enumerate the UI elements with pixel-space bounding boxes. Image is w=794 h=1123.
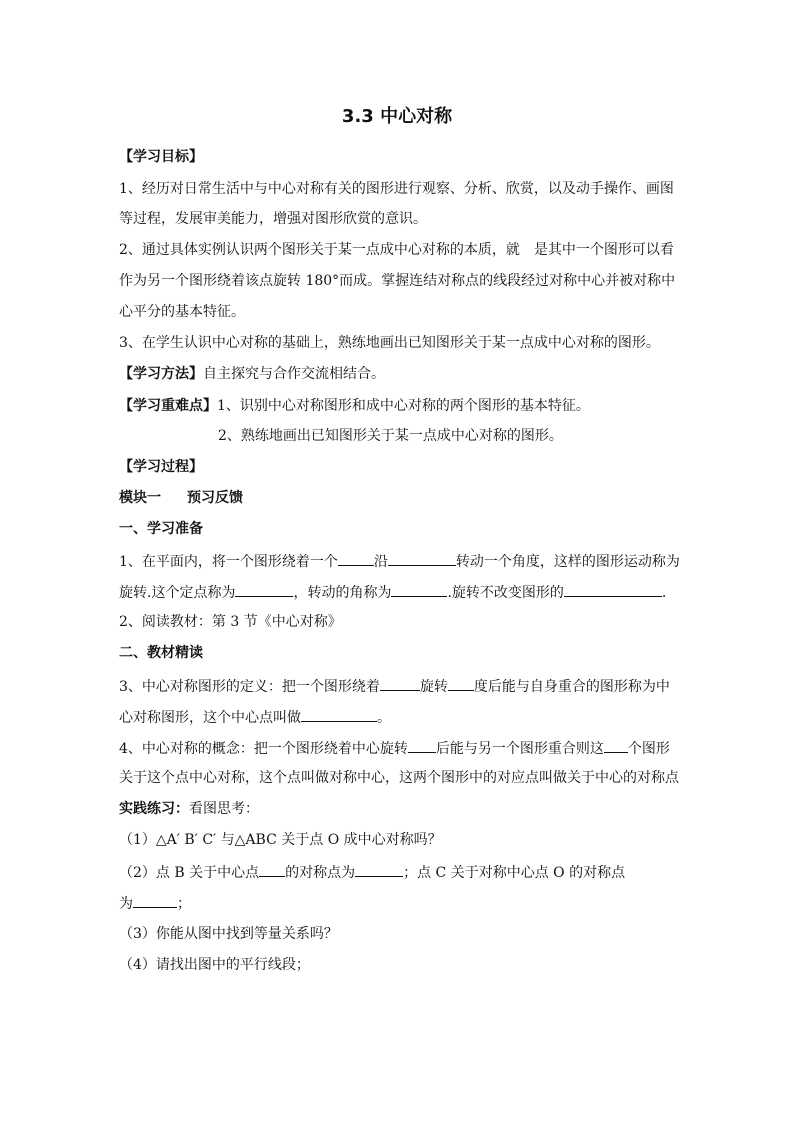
page-title: 3.3 中心对称 [341,106,453,127]
practice-2-line-2 [119,891,689,915]
q3-text-e: 。 [377,710,391,726]
q1-text-b: 沿 [373,554,388,570]
method-text: 自主探究与合作交流相结合。 [203,366,385,382]
q3-text-d: 心对称图形，这个中心点叫做 [119,710,301,726]
p2-blank-1[interactable] [259,860,285,877]
q4-text-b: 后能与另一个图形重合则这 [435,741,604,757]
question-4-line-2: 关于这个点中心对称，这个点叫做对称中心，这两个图形中的对应点叫做关于中心的对称点 [119,770,679,786]
q1-text-d: 旋转.这个定点称为 [119,585,236,601]
q1-blank-4[interactable] [391,580,447,597]
goal-2-line-3: 心平分的基本特征。 [119,304,245,320]
question-1-line-2 [119,580,699,604]
practice-text: 看图思考： [189,801,259,817]
q1-text-e: ，转动的角称为 [293,585,392,601]
goal-1-line-2: 等过程，发展审美能力，增强对图形欣赏的意识。 [119,211,427,227]
q4-blank-1[interactable] [408,736,436,753]
q1-text-g: . [661,585,667,601]
p2-text-c: ；点 C 关于对称中心点 O 的对称点 [403,865,626,881]
question-2: 2、阅读教材：第 3 节《中心对称》 [119,614,342,630]
key-points-line-1 [119,395,689,417]
practice-2-line-1 [119,860,689,884]
goal-2-line-1 [119,239,689,261]
question-1-line-1 [119,549,689,573]
p2-blank-3[interactable] [133,891,177,908]
q3-text-c: 度后能与自身重合的图形称为中 [473,679,670,695]
goal-3: 3、在学生认识中心对称的基础上，熟练地画出已知图形关于某一点成中心对称的图形。 [119,335,660,351]
process-heading: 【学习过程】 [119,459,203,475]
section-1-heading: 一、学习准备 [119,521,203,537]
q1-text-a: 1、在平面内，将一个图形绕着一个 [119,554,338,570]
method-line [119,363,689,385]
goal-2-text-a: 2、通过具体实例认识两个图形关于某一点成中心对称的本质，就 [119,242,520,258]
key-points-heading: 【学习重难点】 [119,398,217,414]
practice-4: （4）请找出图中的平行线段； [119,957,310,973]
p2-text-b: 的对称点为 [285,865,356,881]
module-number: 模块一 [119,490,161,506]
goal-1-line-1: 1、经历对日常生活中与中心对称有关的图形进行观察、分析、欣赏，以及动手操作、画图 [119,181,674,197]
practice-3: （3）你能从图中找到等量关系吗？ [119,926,338,942]
module-name: 预习反馈 [187,490,243,506]
practice-1: （1）△A′ B′ C′ 与△ABC 关于点 O 成中心对称吗？ [119,832,442,848]
q1-text-c: 转动一个角度，这样的图形运动称为 [455,554,680,570]
question-4-line-1 [119,736,689,760]
q1-blank-3[interactable] [235,580,293,597]
q4-text-c: 个图形 [627,741,670,757]
q3-blank-1[interactable] [380,674,420,691]
q1-blank-2[interactable] [388,549,456,566]
goal-2-text-b: 是其中一个图形可以看 [533,242,674,258]
p2-text-a: （2）点 B 关于中心点 [119,865,260,881]
q1-blank-1[interactable] [338,549,374,566]
q3-text-a: 3、中心对称图形的定义：把一个图形绕着 [119,679,380,695]
question-3-line-1 [119,674,689,698]
q3-blank-3[interactable] [301,705,377,722]
practice-line [119,798,689,820]
q1-blank-5[interactable] [564,580,662,597]
q4-text-a: 4、中心对称的概念：把一个图形绕着中心旋转 [119,741,408,757]
q3-text-b: 旋转 [419,679,448,695]
module-title [119,487,689,509]
q3-blank-2[interactable] [448,674,474,691]
question-3-line-2 [119,705,689,729]
practice-label: 实践练习： [119,801,189,817]
p2-blank-2[interactable] [355,860,403,877]
key-point-2: 2、熟练地画出已知图形关于某一点成中心对称的图形。 [218,428,563,444]
section-2-heading: 二、教材精读 [119,645,203,661]
goals-heading: 【学习目标】 [119,149,203,165]
key-point-1: 1、识别中心对称图形和成中心对称的两个图形的基本特征。 [217,398,590,414]
q4-blank-2[interactable] [604,736,628,753]
p2-text-e: ； [177,896,191,912]
method-heading: 【学习方法】 [119,366,203,382]
p2-text-d: 为 [119,896,133,912]
q1-text-f: .旋转不改变图形的 [447,585,564,601]
goal-2-line-2: 作为另一个图形绕着该点旋转 180°而成。掌握连结对称点的线段经过对称中心并被对称中 [119,273,676,289]
